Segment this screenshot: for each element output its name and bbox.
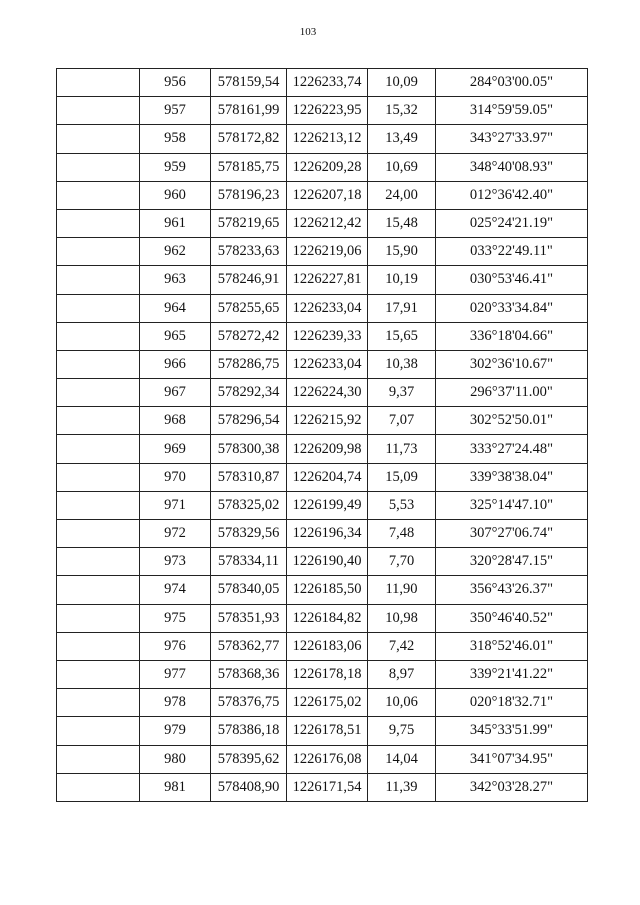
x-coordinate-cell: 578362,77 [211, 632, 287, 660]
x-coordinate-cell: 578185,75 [211, 153, 287, 181]
x-coordinate-cell: 578386,18 [211, 717, 287, 745]
direction-angle-cell: 336°18'04.66" [436, 322, 588, 350]
direction-angle-cell: 020°33'34.84" [436, 294, 588, 322]
blank-cell [57, 717, 140, 745]
point-number-cell: 968 [140, 407, 211, 435]
table-row [57, 689, 588, 717]
segment-length-cell: 17,91 [368, 294, 436, 322]
x-coordinate-cell: 578334,11 [211, 548, 287, 576]
y-coordinate-cell: 1226178,51 [287, 717, 368, 745]
blank-cell [57, 97, 140, 125]
y-coordinate-cell: 1226213,12 [287, 125, 368, 153]
table-row [57, 745, 588, 773]
direction-angle-cell: 339°38'38.04" [436, 463, 588, 491]
table-row [57, 660, 588, 688]
table-row [57, 69, 588, 97]
segment-length-cell: 15,48 [368, 209, 436, 237]
point-number-cell: 970 [140, 463, 211, 491]
segment-length-cell: 10,06 [368, 689, 436, 717]
direction-angle-cell: 348°40'08.93" [436, 153, 588, 181]
table-row [57, 407, 588, 435]
blank-cell [57, 745, 140, 773]
point-number-cell: 959 [140, 153, 211, 181]
direction-angle-cell: 033°22'49.11" [436, 238, 588, 266]
table-row [57, 548, 588, 576]
point-number-cell: 967 [140, 379, 211, 407]
table-row [57, 350, 588, 378]
segment-length-cell: 10,69 [368, 153, 436, 181]
direction-angle-cell: 325°14'47.10" [436, 491, 588, 519]
y-coordinate-cell: 1226233,74 [287, 69, 368, 97]
x-coordinate-cell: 578325,02 [211, 491, 287, 519]
point-number-cell: 977 [140, 660, 211, 688]
y-coordinate-cell: 1226209,98 [287, 435, 368, 463]
point-number-cell: 960 [140, 181, 211, 209]
x-coordinate-cell: 578292,34 [211, 379, 287, 407]
segment-length-cell: 24,00 [368, 181, 436, 209]
blank-cell [57, 266, 140, 294]
x-coordinate-cell: 578310,87 [211, 463, 287, 491]
point-number-cell: 979 [140, 717, 211, 745]
y-coordinate-cell: 1226190,40 [287, 548, 368, 576]
blank-cell [57, 435, 140, 463]
x-coordinate-cell: 578376,75 [211, 689, 287, 717]
segment-length-cell: 14,04 [368, 745, 436, 773]
direction-angle-cell: 342°03'28.27" [436, 773, 588, 801]
table-row [57, 632, 588, 660]
segment-length-cell: 10,98 [368, 604, 436, 632]
table-row [57, 491, 588, 519]
segment-length-cell: 8,97 [368, 660, 436, 688]
point-number-cell: 975 [140, 604, 211, 632]
blank-cell [57, 294, 140, 322]
y-coordinate-cell: 1226196,34 [287, 520, 368, 548]
blank-cell [57, 576, 140, 604]
segment-length-cell: 10,09 [368, 69, 436, 97]
x-coordinate-cell: 578219,65 [211, 209, 287, 237]
blank-cell [57, 491, 140, 519]
point-number-cell: 964 [140, 294, 211, 322]
direction-angle-cell: 302°52'50.01" [436, 407, 588, 435]
x-coordinate-cell: 578408,90 [211, 773, 287, 801]
table-row [57, 209, 588, 237]
segment-length-cell: 9,37 [368, 379, 436, 407]
x-coordinate-cell: 578159,54 [211, 69, 287, 97]
x-coordinate-cell: 578172,82 [211, 125, 287, 153]
segment-length-cell: 7,07 [368, 407, 436, 435]
x-coordinate-cell: 578296,54 [211, 407, 287, 435]
direction-angle-cell: 333°27'24.48" [436, 435, 588, 463]
segment-length-cell: 15,09 [368, 463, 436, 491]
direction-angle-cell: 350°46'40.52" [436, 604, 588, 632]
segment-length-cell: 7,70 [368, 548, 436, 576]
table-row [57, 435, 588, 463]
direction-angle-cell: 030°53'46.41" [436, 266, 588, 294]
direction-angle-cell: 020°18'32.71" [436, 689, 588, 717]
blank-cell [57, 238, 140, 266]
blank-cell [57, 689, 140, 717]
blank-cell [57, 407, 140, 435]
direction-angle-cell: 296°37'11.00" [436, 379, 588, 407]
segment-length-cell: 5,53 [368, 491, 436, 519]
y-coordinate-cell: 1226233,04 [287, 294, 368, 322]
point-number-cell: 962 [140, 238, 211, 266]
y-coordinate-cell: 1226183,06 [287, 632, 368, 660]
direction-angle-cell: 341°07'34.95" [436, 745, 588, 773]
x-coordinate-cell: 578161,99 [211, 97, 287, 125]
direction-angle-cell: 318°52'46.01" [436, 632, 588, 660]
y-coordinate-cell: 1226223,95 [287, 97, 368, 125]
segment-length-cell: 11,90 [368, 576, 436, 604]
point-number-cell: 969 [140, 435, 211, 463]
blank-cell [57, 604, 140, 632]
table-row [57, 153, 588, 181]
blank-cell [57, 322, 140, 350]
table-row [57, 463, 588, 491]
blank-cell [57, 632, 140, 660]
coordinates-table-body [57, 69, 588, 802]
x-coordinate-cell: 578233,63 [211, 238, 287, 266]
y-coordinate-cell: 1226215,92 [287, 407, 368, 435]
table-row [57, 717, 588, 745]
y-coordinate-cell: 1226239,33 [287, 322, 368, 350]
blank-cell [57, 153, 140, 181]
point-number-cell: 961 [140, 209, 211, 237]
y-coordinate-cell: 1226175,02 [287, 689, 368, 717]
point-number-cell: 978 [140, 689, 211, 717]
direction-angle-cell: 012°36'42.40" [436, 181, 588, 209]
direction-angle-cell: 314°59'59.05" [436, 97, 588, 125]
y-coordinate-cell: 1226233,04 [287, 350, 368, 378]
point-number-cell: 958 [140, 125, 211, 153]
y-coordinate-cell: 1226219,06 [287, 238, 368, 266]
point-number-cell: 971 [140, 491, 211, 519]
point-number-cell: 963 [140, 266, 211, 294]
table-row [57, 576, 588, 604]
segment-length-cell: 7,42 [368, 632, 436, 660]
segment-length-cell: 15,65 [368, 322, 436, 350]
direction-angle-cell: 025°24'21.19" [436, 209, 588, 237]
x-coordinate-cell: 578340,05 [211, 576, 287, 604]
segment-length-cell: 11,39 [368, 773, 436, 801]
direction-angle-cell: 343°27'33.97" [436, 125, 588, 153]
y-coordinate-cell: 1226171,54 [287, 773, 368, 801]
point-number-cell: 972 [140, 520, 211, 548]
blank-cell [57, 660, 140, 688]
x-coordinate-cell: 578300,38 [211, 435, 287, 463]
table-row [57, 773, 588, 801]
direction-angle-cell: 307°27'06.74" [436, 520, 588, 548]
blank-cell [57, 209, 140, 237]
y-coordinate-cell: 1226178,18 [287, 660, 368, 688]
point-number-cell: 980 [140, 745, 211, 773]
x-coordinate-cell: 578196,23 [211, 181, 287, 209]
page-number: 103 [299, 26, 317, 38]
y-coordinate-cell: 1226212,42 [287, 209, 368, 237]
point-number-cell: 965 [140, 322, 211, 350]
point-number-cell: 974 [140, 576, 211, 604]
segment-length-cell: 9,75 [368, 717, 436, 745]
direction-angle-cell: 356°43'26.37" [436, 576, 588, 604]
blank-cell [57, 69, 140, 97]
table-row [57, 604, 588, 632]
x-coordinate-cell: 578351,93 [211, 604, 287, 632]
segment-length-cell: 7,48 [368, 520, 436, 548]
y-coordinate-cell: 1226207,18 [287, 181, 368, 209]
y-coordinate-cell: 1226199,49 [287, 491, 368, 519]
table-row [57, 266, 588, 294]
point-number-cell: 981 [140, 773, 211, 801]
y-coordinate-cell: 1226204,74 [287, 463, 368, 491]
table-row [57, 125, 588, 153]
segment-length-cell: 15,32 [368, 97, 436, 125]
direction-angle-cell: 284°03'00.05" [436, 69, 588, 97]
segment-length-cell: 11,73 [368, 435, 436, 463]
table-row [57, 294, 588, 322]
blank-cell [57, 181, 140, 209]
segment-length-cell: 10,19 [368, 266, 436, 294]
blank-cell [57, 125, 140, 153]
table-row [57, 238, 588, 266]
blank-cell [57, 773, 140, 801]
table-row [57, 181, 588, 209]
blank-cell [57, 350, 140, 378]
direction-angle-cell: 345°33'51.99" [436, 717, 588, 745]
y-coordinate-cell: 1226224,30 [287, 379, 368, 407]
x-coordinate-cell: 578329,56 [211, 520, 287, 548]
point-number-cell: 966 [140, 350, 211, 378]
point-number-cell: 976 [140, 632, 211, 660]
segment-length-cell: 10,38 [368, 350, 436, 378]
y-coordinate-cell: 1226184,82 [287, 604, 368, 632]
point-number-cell: 957 [140, 97, 211, 125]
table-row [57, 97, 588, 125]
point-number-cell: 973 [140, 548, 211, 576]
segment-length-cell: 13,49 [368, 125, 436, 153]
x-coordinate-cell: 578286,75 [211, 350, 287, 378]
direction-angle-cell: 302°36'10.67" [436, 350, 588, 378]
point-number-cell: 956 [140, 69, 211, 97]
table-row [57, 322, 588, 350]
coordinates-table [56, 68, 588, 802]
blank-cell [57, 520, 140, 548]
table-row [57, 520, 588, 548]
blank-cell [57, 379, 140, 407]
blank-cell [57, 548, 140, 576]
x-coordinate-cell: 578255,65 [211, 294, 287, 322]
segment-length-cell: 15,90 [368, 238, 436, 266]
blank-cell [57, 463, 140, 491]
x-coordinate-cell: 578246,91 [211, 266, 287, 294]
direction-angle-cell: 339°21'41.22" [436, 660, 588, 688]
table-row [57, 379, 588, 407]
direction-angle-cell: 320°28'47.15" [436, 548, 588, 576]
x-coordinate-cell: 578272,42 [211, 322, 287, 350]
y-coordinate-cell: 1226209,28 [287, 153, 368, 181]
x-coordinate-cell: 578395,62 [211, 745, 287, 773]
y-coordinate-cell: 1226176,08 [287, 745, 368, 773]
y-coordinate-cell: 1226227,81 [287, 266, 368, 294]
x-coordinate-cell: 578368,36 [211, 660, 287, 688]
y-coordinate-cell: 1226185,50 [287, 576, 368, 604]
